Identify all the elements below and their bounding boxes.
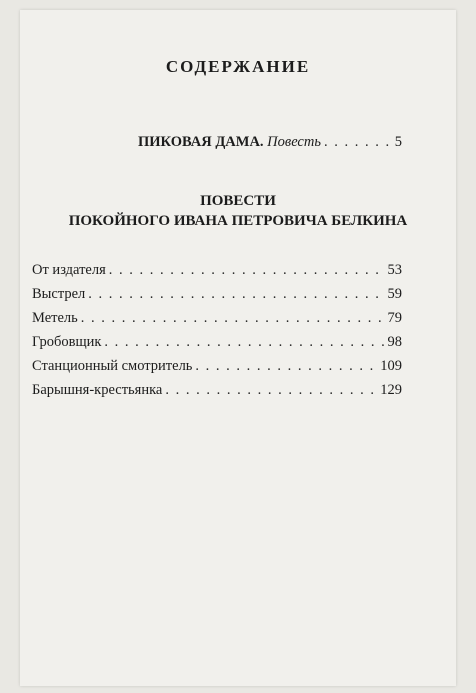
toc-entry — [32, 334, 402, 351]
toc-entry — [32, 286, 402, 303]
dot-leader — [165, 382, 377, 399]
dot-leader — [104, 334, 384, 351]
book-page — [20, 10, 456, 686]
toc-entry — [32, 358, 402, 375]
toc-entry-label — [138, 134, 321, 151]
toc-entry — [32, 310, 402, 327]
toc-entry-title: Метель — [32, 310, 78, 326]
toc-page-number: 129 — [380, 382, 402, 398]
dot-leader — [81, 310, 385, 327]
dot-leader — [109, 262, 385, 279]
toc-title: СОДЕРЖАНИЕ — [165, 57, 311, 76]
toc-entry-title: От издателя — [32, 262, 106, 278]
dot-leader — [195, 358, 377, 375]
toc-page-number: 79 — [387, 310, 402, 326]
toc-entry-title: Барышня-крестьянка — [32, 382, 163, 398]
toc-page-number: 59 — [387, 286, 402, 302]
toc-entry-title: Гробовщик — [32, 334, 102, 350]
section-heading-line1: ПОВЕСТИ — [200, 193, 276, 209]
toc-entry — [32, 382, 402, 399]
toc-entry-title: Выстрел — [32, 286, 86, 302]
toc-entry-subtitle: Повесть — [267, 134, 321, 150]
toc-page-number: 53 — [387, 262, 402, 278]
dot-leader — [88, 286, 384, 303]
toc-page-number: 98 — [387, 334, 402, 350]
toc-entry-title: Станционный смотритель — [32, 358, 193, 374]
toc-page-number: 109 — [380, 358, 402, 374]
toc-entry-title: ПИКОВАЯ ДАМА. — [138, 134, 264, 150]
toc-entry — [32, 262, 402, 279]
toc-page-number: 5 — [394, 134, 402, 150]
dot-leader — [324, 134, 392, 151]
toc-entry-pikovaya-dama — [138, 134, 402, 151]
section-heading-line2: ПОКОЙНОГО ИВАНА ПЕТРОВИЧА БЕЛКИНА — [68, 213, 408, 229]
